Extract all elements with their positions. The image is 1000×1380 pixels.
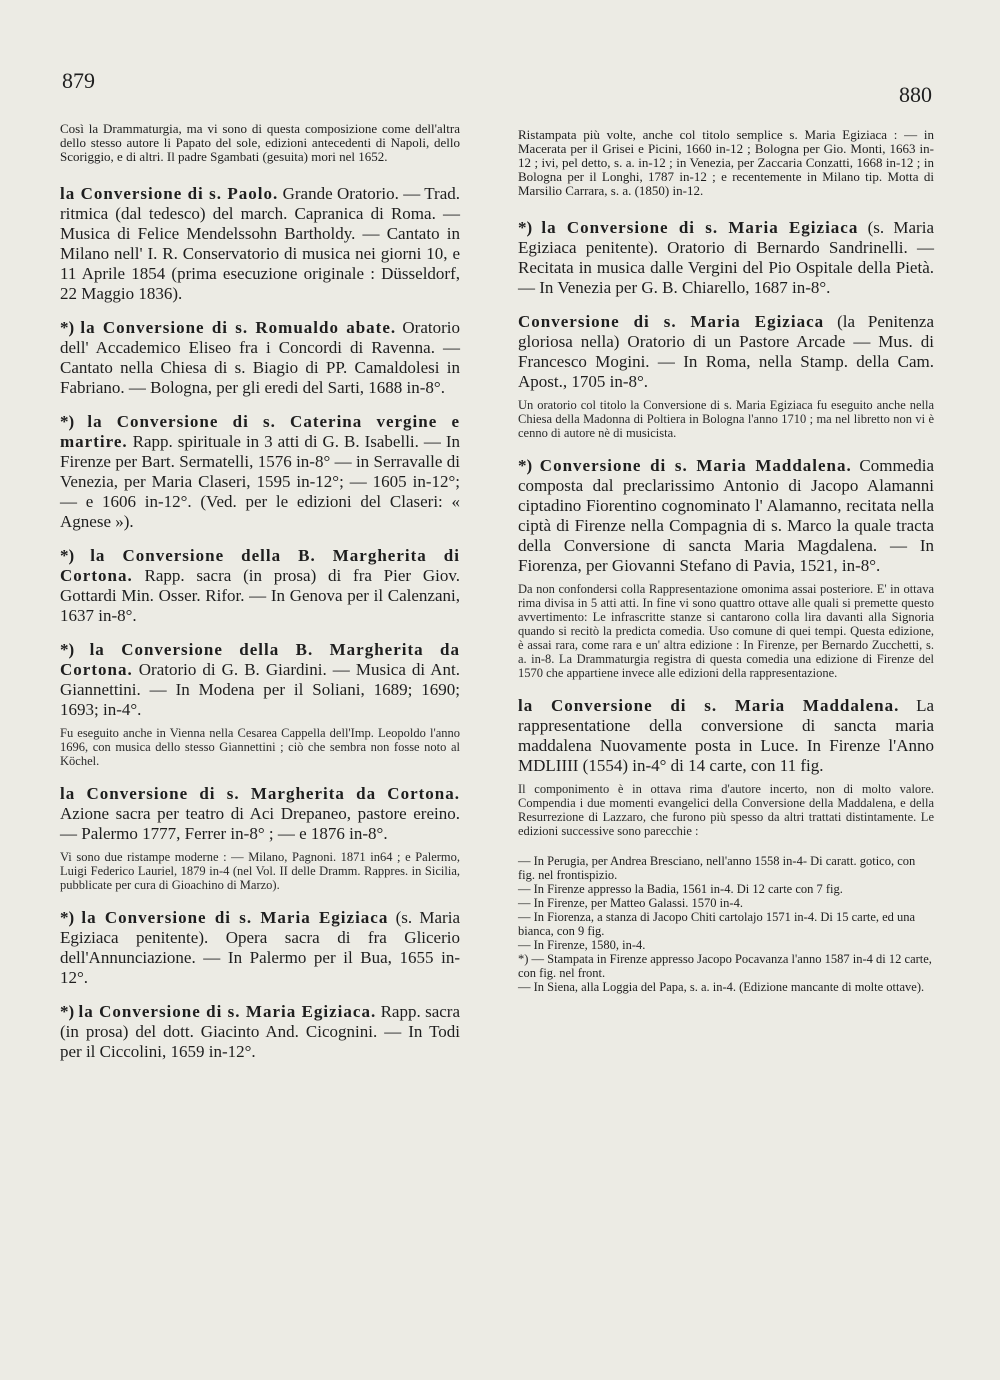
catalog-entry: [518, 312, 934, 392]
entry-body: Oratorio dell' Accademico Eliseo fra i Concordi di Ravenna. — Cantato nella Chiesa di s. Biagio di PP. Camaldolesi in Fabriano. — Bologna, per gli eredi del Sarti, 1688 in-8°.: [60, 318, 460, 397]
edition-item: — In Firenze, per Matteo Galassi. 1570 in-4.: [518, 896, 743, 910]
entry-note: Un oratorio col titolo la Conversione di s. Maria Egiziaca fu eseguito anche nella Chiesa della Madonna di Poltiera in Bologna l'anno 1710 ; ma nel libretto non vi è cenno di autore nè di musicista.: [518, 398, 934, 440]
catalog-entry: [60, 908, 460, 988]
catalog-entry: [60, 784, 460, 844]
entry-note: Vi sono due ristampe moderne : — Milano, Pagnoni. 1871 in64 ; e Palermo, Luigi Federico Lauriel, 1879 in-4 (nel Vol. II delle Dramm. Rappres. in Sicilia, pubblicate per cura di Gioachino di Marzo).: [60, 850, 460, 892]
edition-item: — In Perugia, per Andrea Bresciano, nell'anno 1558 in-4- Di caratt. gotico, con fig. nel frontispizio.: [518, 854, 916, 882]
entry-star: *): [60, 412, 88, 431]
entry-title: Conversione di s. Maria Maddalena.: [539, 456, 852, 475]
entry-body: Rapp. spirituale in 3 atti di G. B. Isabelli. — In Firenze per Bart. Sermatelli, 1576 in-8° — in Serravalle di Venezia, per Maria Claseri, 1595 in-12°; — 1605 in-12°; — e 1606 in-12°. (Ved. per le edizioni del Claseri: « Agnese »).: [60, 432, 461, 531]
editions-list: [518, 854, 934, 994]
entry-title: la Conversione di s. Margherita da Cortona.: [60, 784, 460, 803]
entry-star: *): [518, 218, 542, 237]
entry-body: La rappresentatione della conversione di sancta maria maddalena Nuovamente posta in Luce. In Firenze l'Anno MDLIIII (1554) in-4° di 14 carte, con 11 fig.: [518, 696, 935, 775]
catalog-entry: [60, 546, 460, 626]
entry-note: Da non confondersi colla Rappresentazione omonima assai posteriore. E' in ottava rima divisa in 5 atti atti. In fine vi sono quattro ottave alle quali si premette questo avvertimento: Le infrascritte stanze si cantarono colla lira davanti alla Signoria quando si recitò la predicta comedia. Uso comune di quei tempi. Questa edizione, è assai rara, come rara e un' altra edizione : In Firenze, per Bernardo Zucchetti, s. a. in-8. La Drammaturgia registra di questa comedia una edizione di Firenze del 1570 che appartiene invece alle edizioni della rappresentazione.: [518, 582, 934, 680]
entry-title: Conversione di s. Maria Egiziaca: [518, 312, 825, 331]
edition-item: — In Fiorenza, a stanza di Jacopo Chiti cartolajo 1571 in-4. Di 15 carte, ed una bianca, con 9 fig.: [518, 910, 916, 938]
entry-body: (la Penitenza gloriosa nella) Oratorio di un Pastore Arcade — Mus. di Francesco Mogini. — In Roma, nella Stamp. della Cam. Apost., 1705 in-8°.: [518, 312, 935, 391]
catalog-entry: [60, 1002, 460, 1062]
page-number-right: 880: [899, 82, 932, 107]
edition-item: — In Siena, alla Loggia del Papa, s. a. in-4. (Edizione mancante di molte ottave).: [518, 980, 925, 994]
entry-title: la Conversione di s. Maria Egiziaca.: [78, 1002, 377, 1021]
entry-body: Oratorio di G. B. Giardini. — Musica di Ant. Giannettini. — In Modena per il Soliani, 1689; 1690; 1693; in-4°.: [60, 660, 460, 719]
catalog-entry: [60, 318, 460, 398]
entry-note: Il componimento è in ottava rima d'autore incerto, non di molto valore. Compendia i due momenti evangelici della Conversione della Maddalena, e della Resurrezione di Lazzaro, che furono più spesso da altri trattati distintamente. Le edizioni successive sono parecchie :: [518, 782, 934, 838]
catalog-entry: [518, 218, 934, 298]
left-column: [60, 122, 460, 1076]
entry-title: la Conversione di s. Paolo.: [60, 184, 279, 203]
entry-star: *): [60, 640, 90, 659]
entry-title: la Conversione di s. Romualdo abate.: [80, 318, 397, 337]
entry-star: *): [60, 318, 81, 337]
right-column: [518, 128, 934, 994]
entry-title: la Conversione della B. Margherita da Cortona.: [60, 640, 460, 679]
entry-title: la Conversione di s. Maria Egiziaca: [541, 218, 859, 237]
catalog-entry: [60, 412, 460, 532]
edition-item: *) — Stampata in Firenze appresso Jacopo Pocavanza l'anno 1587 in-4 di 12 carte, con fig. nel front.: [518, 952, 932, 980]
catalog-entry: [60, 640, 460, 720]
edition-item: — In Firenze, 1580, in-4.: [518, 938, 646, 952]
intro-note: Così la Drammaturgia, ma vi sono di questa composizione come dell'altra dello stesso autore li Papato del sole, edizioni antecedenti di Napoli, dello Scoriggio, e di altri. Il padre Sgambati (gesuita) mori nel 1652.: [60, 121, 460, 164]
entry-body: Rapp. sacra (in prosa) del dott. Giacinto And. Cicognini. — In Todi per il Ciccolini, 1659 in-12°.: [60, 1002, 461, 1061]
entry-body: Azione sacra per teatro di Aci Drepaneo, pastore ereino. — Palermo 1777, Ferrer in-8° ; — e 1876 in-8°.: [60, 804, 460, 843]
entry-star: *): [518, 456, 540, 475]
entry-body: (s. Maria Egiziaca penitente). Opera sacra di fra Glicerio dell'Annunciazione. — In Palermo per il Bua, 1655 in-12°.: [60, 908, 460, 987]
intro-note: Ristampata più volte, anche col titolo semplice s. Maria Egiziaca : — in Macerata per il Grisei e Picini, 1660 in-12 ; Bologna per Gio. Monti, 1663 in-12 ; ivi, pel detto, s. a. in-12 ; in Venezia, per Zaccaria Conzatti, 1668 in-12 ; in Bologna per il Longhi, 1787 in-12 ; e recentemente in Milano tip. Motta di Marsilio Carrara, s. a. (1850) in-12.: [518, 127, 934, 198]
entry-star: *): [60, 908, 82, 927]
entry-body: Grande Oratorio. — Trad. ritmica (dal tedesco) del march. Capranica di Roma. — Musica di Felice Mendelssohn Bartholdy. — Cantato in Milano nell' I. R. Conservatorio di musica nei giorni 10, e 11 Aprile 1854 (prima esecuzione originale : Düsseldorf, 22 Maggio 1836).: [60, 184, 460, 303]
entry-body: (s. Maria Egiziaca penitente). Oratorio di Bernardo Sandrinelli. — Recitata in musica dalle Vergini del Pio Ospitale della Pietà. — In Venezia per G. B. Chiarello, 1687 in-8°.: [518, 218, 934, 297]
entry-title: la Conversione di s. Maria Maddalena.: [518, 696, 900, 715]
entry-title: la Conversione di s. Caterina vergine e martire.: [60, 412, 460, 451]
right-entries: [518, 218, 934, 838]
entry-note: Fu eseguito anche in Vienna nella Cesarea Cappella dell'Imp. Leopoldo l'anno 1696, con musica dello stesso Giannettini ; ciò che sembra non fosse noto al Köchel.: [60, 726, 460, 768]
entry-title: la Conversione della B. Margherita di Cortona.: [60, 546, 460, 585]
left-entries: [60, 184, 460, 1062]
entry-title: la Conversione di s. Maria Egiziaca: [81, 908, 389, 927]
page-number-left: 879: [62, 68, 95, 93]
entry-body: Rapp. sacra (in prosa) di fra Pier Giov. Gottardi Min. Osser. Rifor. — In Genova per il Calenzani, 1637 in-8°.: [60, 566, 460, 625]
catalog-entry: [518, 456, 934, 576]
catalog-entry: [518, 696, 934, 776]
entry-star: *): [60, 1002, 79, 1021]
entry-body: Commedia composta dal preclarissimo Antonio di Jacopo Alamanni ciptadino Fiorentino cognominato l' Alamanno, recitata nella ciptà di Firenze nella Compagnia di s. Marco la quale tracta della Conversione di sancta Maria Magdalena. — In Fiorenza, per Giovanni Stefano di Pavia, 1521, in-8°.: [518, 456, 935, 575]
edition-item: — In Firenze appresso la Badia, 1561 in-4. Di 12 carte con 7 fig.: [518, 882, 843, 896]
entry-star: *): [60, 546, 91, 565]
catalog-entry: [60, 184, 460, 304]
